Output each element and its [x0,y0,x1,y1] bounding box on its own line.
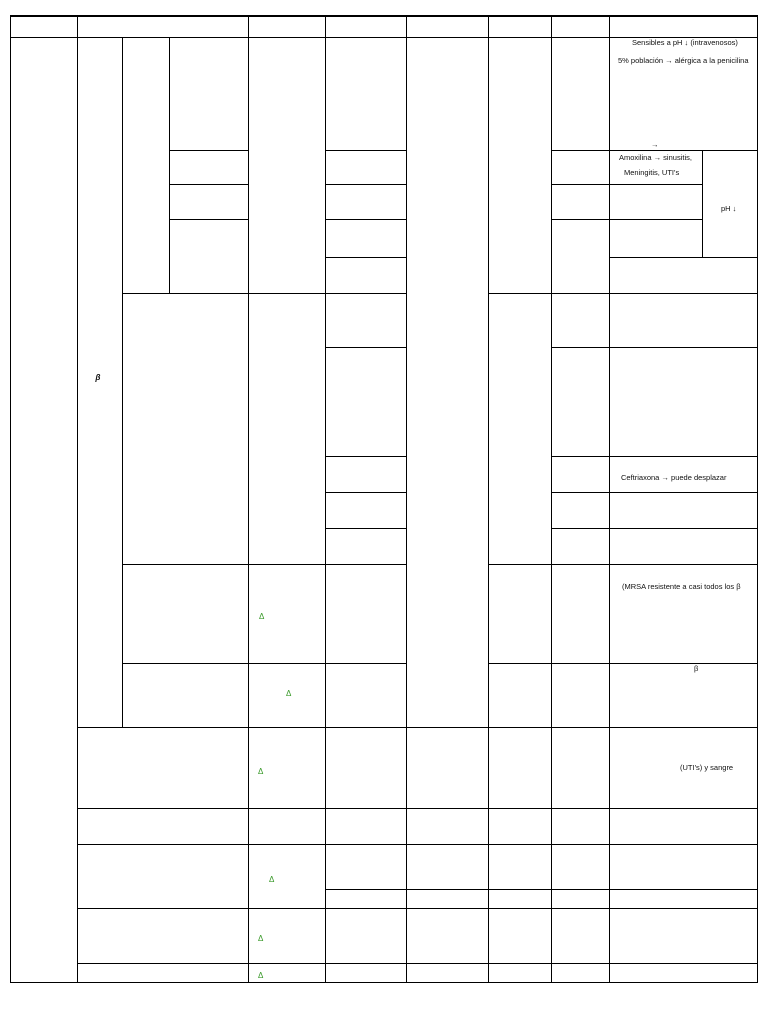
col-line-2 [77,15,78,982]
row-492-a [325,492,407,493]
subcol-line-a [122,37,123,727]
col-line-7 [551,15,552,982]
row-257-b [609,257,758,258]
row-663-b [488,663,758,664]
row-963 [77,963,758,964]
row-150-b [325,150,407,151]
notes-subcol-line [702,150,703,257]
col-line-6 [488,15,489,982]
row-150-c [551,150,758,151]
row-219-a [169,219,249,220]
table-bottom-border [10,982,758,983]
row-456-a [325,456,407,457]
row-347-b [551,347,758,348]
note-allergy: 5% población → alérgica a la penicilina [618,56,749,65]
note-ph-sensitive: Sensibles a pH ↓ (intravenosos) [632,38,738,47]
row-184-c [551,184,703,185]
row-293-b [488,293,758,294]
row-908 [77,908,758,909]
row-492-b [551,492,758,493]
col-line-3 [248,15,249,982]
note-ph-down: pH ↓ [721,204,737,213]
row-293-a [122,293,407,294]
note-ceftriaxone: Ceftriaxona → puede desplazar [621,473,727,482]
row-219-b [325,219,407,220]
row-564-a [122,564,407,565]
row-257-a [325,257,407,258]
triangle-icon: Δ [269,875,275,884]
row-150-a [169,150,249,151]
col-line-1 [10,15,11,982]
triangle-icon: Δ [259,612,265,621]
row-528-a [325,528,407,529]
row-528-b [551,528,758,529]
row-456-b [551,456,758,457]
beta-mark: ᵝ [95,372,101,386]
triangle-icon: Δ [258,971,264,980]
triangle-icon: Δ [286,689,292,698]
col-line-4 [325,15,326,982]
subcol-line-b [169,37,170,293]
row-844 [77,844,758,845]
note-amoxicillin-2: Meningitis, UTI's [624,168,680,177]
row-663-a [122,663,407,664]
note-beta: β [694,664,699,673]
col-line-5 [406,15,407,982]
table-top-border [10,15,758,17]
col-line-8 [609,15,610,982]
note-amoxicillin-1: Amoxilina → sinusitis, [619,153,692,162]
row-184-b [325,184,407,185]
col-line-9 [757,15,758,982]
row-564-b [488,564,758,565]
row-808 [77,808,758,809]
row-889 [325,889,758,890]
row-184-a [169,184,249,185]
note-mrsa: (MRSA resistente a casi todos los β [622,582,741,591]
row-219-c [551,219,703,220]
note-uti-blood: (UTI's) y sangre [680,763,734,772]
triangle-icon: Δ [258,934,264,943]
triangle-icon: Δ [258,767,264,776]
row-727 [77,727,758,728]
row-347-a [325,347,407,348]
note-arrow: → [651,140,659,149]
